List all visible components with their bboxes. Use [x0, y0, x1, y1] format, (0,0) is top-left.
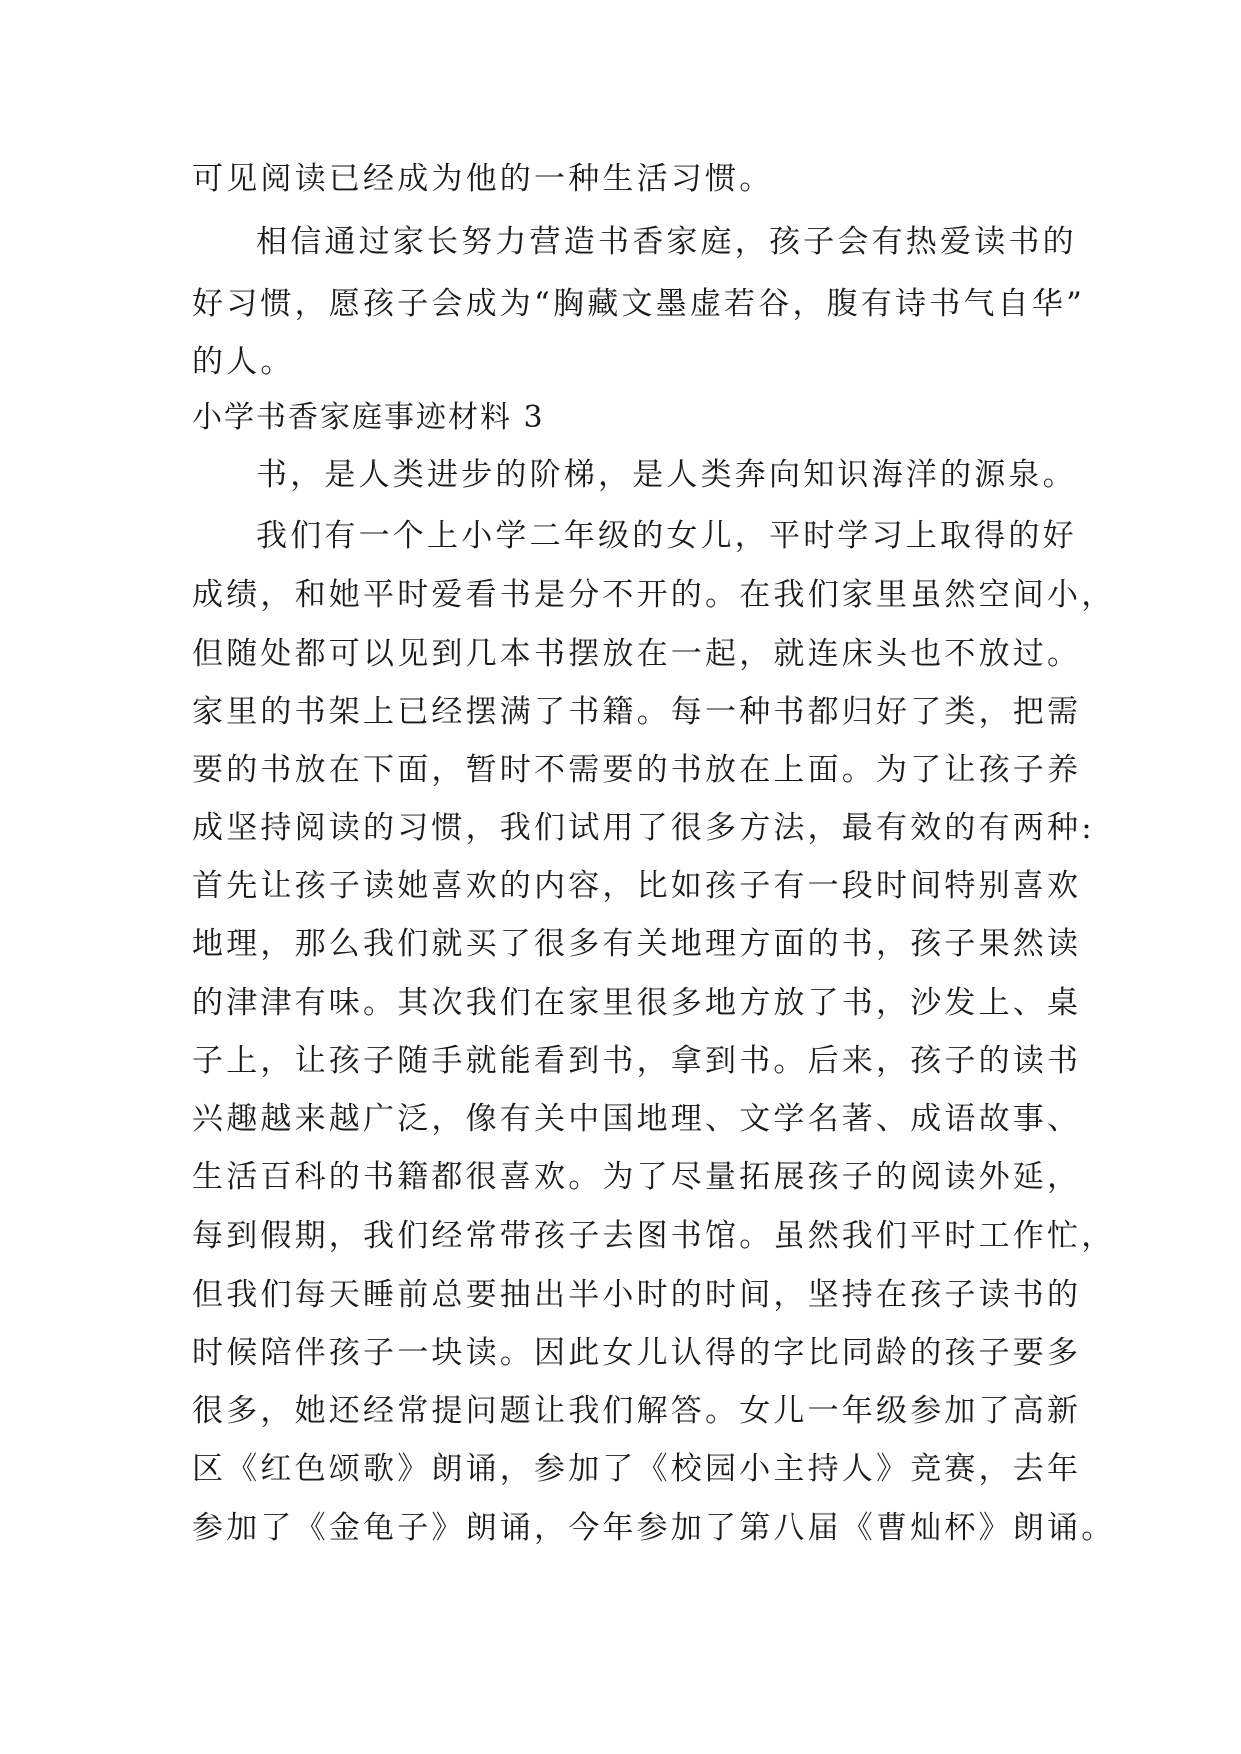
text-line: 家里的书架上已经摆满了书籍。每一种书都归好了类，把需	[192, 694, 1082, 730]
text-line: 时候陪伴孩子一块读。因此女儿认得的字比同龄的孩子要多	[192, 1335, 1082, 1371]
text-line: 兴趣越来越广泛，像有关中国地理、文学名著、成语故事、	[192, 1101, 1082, 1137]
text-line: 生活百科的书籍都很喜欢。为了尽量拓展孩子的阅读外延，	[192, 1159, 1082, 1195]
text-line: 首先让孩子读她喜欢的内容，比如孩子有一段时间特别喜欢	[192, 868, 1082, 904]
text-line: 子上，让孩子随手就能看到书，拿到书。后来，孩子的读书	[192, 1043, 1082, 1079]
section-heading: 小学书香家庭事迹材料 3	[192, 400, 545, 435]
text-line: 的人。	[192, 344, 295, 380]
text-line: 每到假期，我们经常带孩子去图书馆。虽然我们平时工作忙，	[192, 1218, 1116, 1254]
text-line: 书，是人类进步的阶梯，是人类奔向知识海洋的源泉。	[256, 457, 1077, 493]
text-line: 成绩，和她平时爱看书是分不开的。在我们家里虽然空间小，	[192, 577, 1116, 613]
text-line: 地理，那么我们就买了很多有关地理方面的书，孩子果然读	[192, 926, 1082, 962]
text-line: 相信通过家长努力营造书香家庭，孩子会有热爱读书的	[256, 224, 1077, 260]
text-line: 可见阅读已经成为他的一种生活习惯。	[192, 161, 774, 197]
text-line: 区《红色颂歌》朗诵，参加了《校园小主持人》竞赛，去年	[192, 1451, 1082, 1487]
text-line: 但随处都可以见到几本书摆放在一起，就连床头也不放过。	[192, 636, 1082, 672]
text-line: 参加了《金龟子》朗诵，今年参加了第八届《曹灿杯》朗诵。	[192, 1510, 1116, 1546]
text-line: 的津津有味。其次我们在家里很多地方放了书，沙发上、桌	[192, 985, 1082, 1021]
text-line: 成坚持阅读的习惯，我们试用了很多方法，最有效的有两种:	[192, 810, 1095, 846]
text-line: 但我们每天睡前总要抽出半小时的时间，坚持在孩子读书的	[192, 1277, 1082, 1313]
text-line: 要的书放在下面，暂时不需要的书放在上面。为了让孩子养	[192, 752, 1082, 788]
text-line: 好习惯，愿孩子会成为“胸藏文墨虚若谷，腹有诗书气自华”	[192, 286, 1086, 322]
text-line: 我们有一个上小学二年级的女儿，平时学习上取得的好	[256, 518, 1077, 554]
text-line: 很多，她还经常提问题让我们解答。女儿一年级参加了高新	[192, 1393, 1082, 1429]
